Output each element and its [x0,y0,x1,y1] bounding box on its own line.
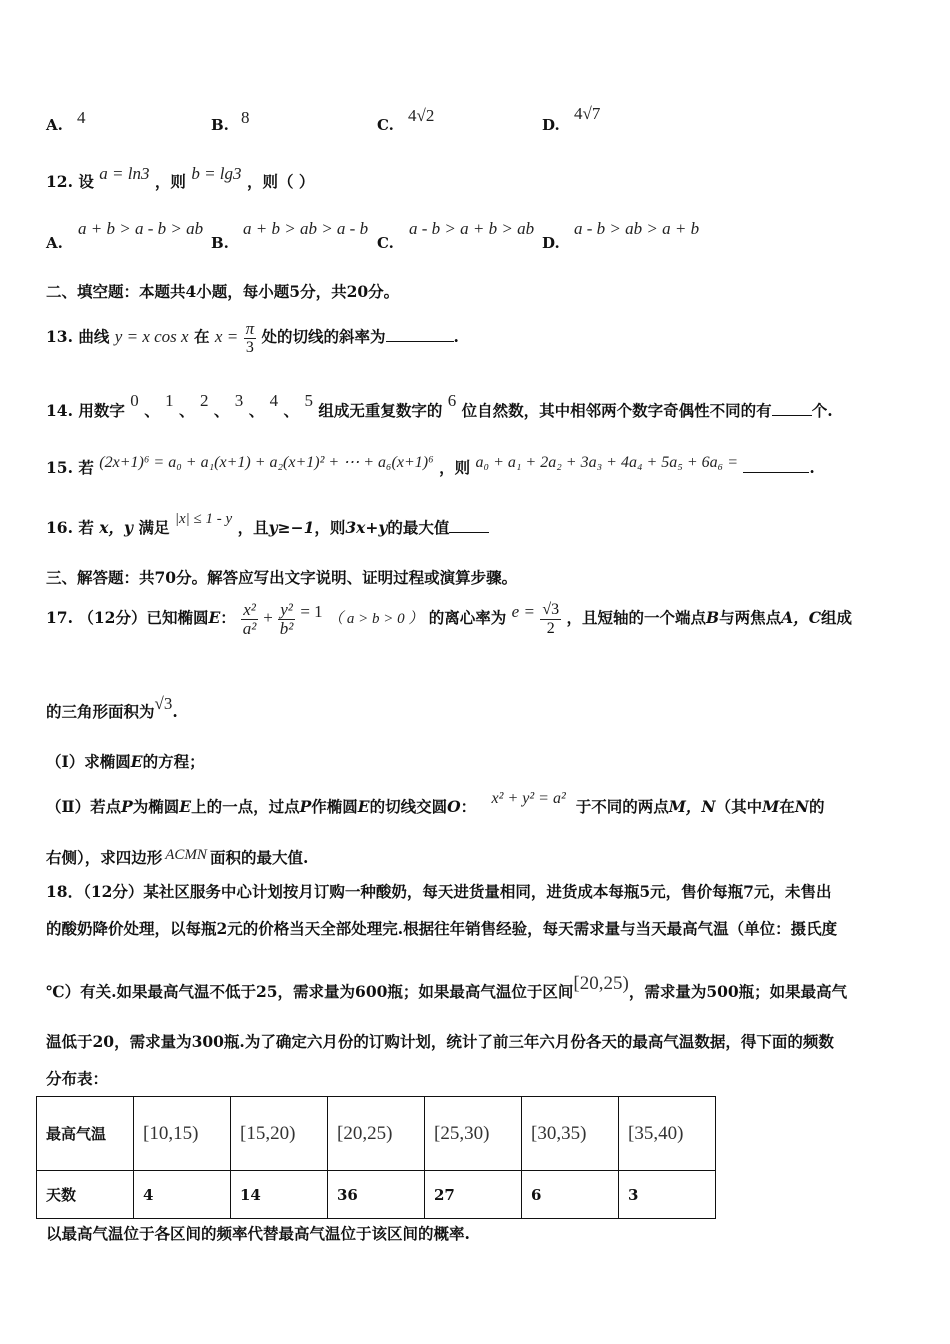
question-18-line-1: 18．（12分）某社区服务中心计划按月订购一种酸奶，每天进货量相同，进货成本每瓶5元，售价每瓶7元，未售出 [46,882,832,901]
question-17-line-1: 17. （12分）已知椭圆E： $\frac{\text{x²}}{\text{a²}}$ + $\frac{\text{y²}}{\text{b²}}$ = 1 （ a > b > 0 ） 的离心率为 e = $\frac{√3}{2}$ ，且短轴的一个端点B与两焦点A，C组成 [46,599,853,638]
section-3-heading: 三、解答题：共70分。解答应写出文字说明、证明过程或演算步骤。 [46,568,518,587]
question-17-line-2: 的三角形面积为√3. [46,694,178,721]
question-18-line-2: 的酸奶降价处理，以每瓶2元的价格当天全部处理完.根据往年销售经验，每天需求量与当天最高气温（单位：摄氏度 [46,919,838,938]
table-cell: 6 [522,1171,619,1219]
table-cell: [35,40) [619,1097,716,1171]
question-18-line-5: 分布表： [46,1069,109,1088]
q12-option-a-value: a + b > a - b > ab [78,219,204,238]
table-cell: 3 [619,1171,716,1219]
q12-option-c-value: a - b > a + b > ab [409,219,535,238]
table-cell: [30,35) [522,1097,619,1171]
table-cell: 14 [231,1171,328,1219]
question-17-part-2: （Ⅱ）若点P为椭圆E上的一点，过点P作椭圆E的切线交圆O： x² + y² = a² 于不同的两点M，N（其中M在N的 [46,790,825,816]
table-cell: 4 [134,1171,231,1219]
question-15: 15. 若 (2x+1)⁶ = a₀ + a₁(x+1) + a₂(x+1)² + ⋯ + a₆(x+1)⁶ ，则 a₀ + a₁ + 2a₂ + 3a₃ + 4a₄ + 5a₅ + 6a₆ = . [46,454,815,477]
q11-option-b-value: 8 [241,108,250,127]
question-14: 14. 用数字 0 、 1 、 2 、 3 、 4 、 5 组成无重复数字的 6 位自然数，其中相邻两个数字奇偶性不同的有 个. [46,391,833,420]
question-18-line-4: 温低于20，需求量为300瓶.为了确定六月份的订购计划，统计了前三年六月份各天的最高气温数据，得下面的频数 [46,1032,834,1051]
question-18-line-3: ℃）有关.如果最高气温不低于25，需求量为600瓶；如果最高气温位于区间[20,25)，需求量为500瓶；如果最高气 [46,973,848,1001]
frequency-table [36,1096,716,1219]
q11-option-d-label: D. [542,116,560,134]
table-row [37,1171,716,1219]
question-17-part-1: （Ⅰ）求椭圆E的方程； [46,752,205,771]
q12-option-c-label: C. [377,234,394,252]
table-cell: [15,20) [231,1097,328,1171]
q11-option-c-label: C. [377,116,394,134]
question-13: 13. 曲线 y = x cos x 在 x = $\frac{\pi}{3}$ 处的切线的斜率为 . [46,318,459,356]
q12-option-a-label: A. [46,234,63,252]
table-header-cell: 天数 [37,1171,134,1219]
question-12: 12. 设 a = ln3 ，则 b = lg3 ，则（ ） [46,164,315,191]
q11-option-c-value: 4√2 [408,106,435,125]
table-cell: [25,30) [425,1097,522,1171]
table-cell: [20,25) [328,1097,425,1171]
table-row [37,1097,716,1171]
q12-option-b-value: a + b > ab > a - b [243,219,369,238]
q11-option-d-value: 4√7 [574,104,601,123]
question-16: 16. 若 x，y 满足 |x| ≤ 1 - y ，且y≥−1，则3x+y的最大值 [46,516,489,538]
table-cell: 36 [328,1171,425,1219]
q12-option-b-label: B. [211,234,229,252]
q12-option-d-value: a - b > ab > a + b [574,219,700,238]
table-header-cell: 最高气温 [37,1097,134,1171]
section-2-heading: 二、填空题：本题共4小题，每小题5分，共20分。 [46,282,400,301]
q11-option-a-label: A. [46,116,63,134]
question-18-note: 以最高气温位于各区间的频率代替最高气温位于该区间的概率. [46,1224,470,1243]
table-cell: 27 [425,1171,522,1219]
question-17-line-3: 右侧），求四边形 ACMN 面积的最大值. [46,847,309,867]
q11-option-a-value: 4 [77,108,86,127]
table-cell: [10,15) [134,1097,231,1171]
q12-option-d-label: D. [542,234,560,252]
q11-option-b-label: B. [211,116,229,134]
